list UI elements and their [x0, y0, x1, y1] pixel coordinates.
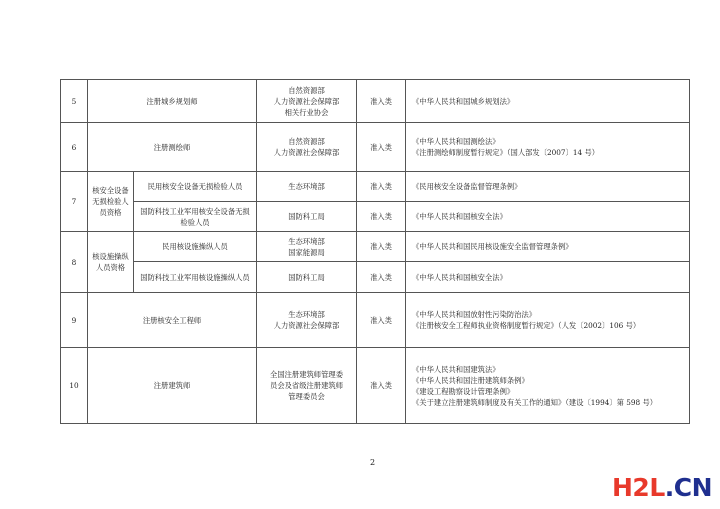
sub-qualification-name: 民用核设施操纵人员 [134, 232, 257, 262]
table-row [61, 348, 690, 424]
table-row [61, 232, 690, 262]
table-row [61, 172, 690, 202]
category-cell: 准入类 [357, 232, 406, 262]
basis-cell: 《民用核安全设备监督管理条例》 [406, 172, 690, 202]
sub-qualification-name: 国防科技工业军用核设施操纵人员 [134, 262, 257, 293]
row-number: 10 [61, 348, 88, 424]
department-cell: 自然资源部 人力资源社会保障部 相关行业协会 [257, 80, 357, 123]
qualification-group: 核设施操纵人员资格 [88, 232, 134, 293]
basis-cell: 《中华人民共和国测绘法》 《注册测绘师制度暂行规定》（国人部发〔2007〕14 号） [406, 123, 690, 172]
department-cell: 自然资源部 人力资源社会保障部 [257, 123, 357, 172]
row-number: 8 [61, 232, 88, 293]
basis-cell: 《中华人民共和国城乡规划法》 [406, 80, 690, 123]
table-row [61, 123, 690, 172]
qualification-table [60, 79, 690, 424]
page-number: 2 [370, 458, 376, 467]
department-cell: 国防科工局 [257, 202, 357, 232]
department-cell: 国防科工局 [257, 262, 357, 293]
basis-cell: 《中华人民共和国建筑法》 《中华人民共和国注册建筑师条例》 《建设工程勘察设计管理条例》 《关于建立注册建筑师制度及有关工作的通知》（建设〔1994〕第 598 号） [406, 348, 690, 424]
row-number: 5 [61, 80, 88, 123]
qualification-name: 注册核安全工程师 [88, 293, 257, 348]
category-cell: 准入类 [357, 293, 406, 348]
basis-cell: 《中华人民共和国核安全法》 [406, 262, 690, 293]
basis-cell: 《中华人民共和国核安全法》 [406, 202, 690, 232]
watermark-logo-part1: H2L [612, 473, 665, 502]
department-cell: 生态环境部 国家能源局 [257, 232, 357, 262]
table-row [61, 202, 690, 232]
table-row [61, 293, 690, 348]
sub-qualification-name: 民用核安全设备无损检验人员 [134, 172, 257, 202]
row-number: 9 [61, 293, 88, 348]
table-row [61, 262, 690, 293]
department-cell: 全国注册建筑师管理委 员会及省级注册建筑师 管理委员会 [257, 348, 357, 424]
basis-cell: 《中华人民共和国民用核设施安全监督管理条例》 [406, 232, 690, 262]
category-cell: 准入类 [357, 172, 406, 202]
category-cell: 准入类 [357, 123, 406, 172]
watermark-logo-part2: .CN [664, 473, 713, 502]
row-number: 6 [61, 123, 88, 172]
watermark-logo [612, 471, 720, 505]
table-row [61, 80, 690, 123]
qualification-group: 核安全设备无损检验人员资格 [88, 172, 134, 232]
qualification-name: 注册测绘师 [88, 123, 257, 172]
qualification-name: 注册建筑师 [88, 348, 257, 424]
basis-cell: 《中华人民共和国放射性污染防治法》 《注册核安全工程师执业资格制度暂行规定》（人发〔2002〕106 号） [406, 293, 690, 348]
row-number: 7 [61, 172, 88, 232]
category-cell: 准入类 [357, 202, 406, 232]
department-cell: 生态环境部 [257, 172, 357, 202]
category-cell: 准入类 [357, 262, 406, 293]
sub-qualification-name: 国防科技工业军用核安全设备无损检验人员 [134, 202, 257, 232]
department-cell: 生态环境部 人力资源社会保障部 [257, 293, 357, 348]
category-cell: 准入类 [357, 348, 406, 424]
category-cell: 准入类 [357, 80, 406, 123]
qualification-name: 注册城乡规划师 [88, 80, 257, 123]
